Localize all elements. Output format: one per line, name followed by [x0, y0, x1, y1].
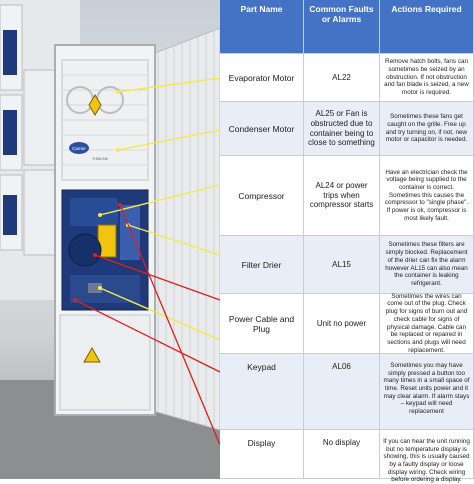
fault: Unit no power [304, 294, 380, 354]
container-photo [0, 0, 220, 479]
fault: AL25 or Fan is obstructed due to container being to close to something [304, 102, 380, 156]
action: Sometimes these filters are simply blocked. Replacement of the drier can fix the alarm however AL15 can also mean the container is leaking refrigerant. [380, 236, 474, 294]
part-name: Condenser Motor [220, 102, 304, 156]
action: If you can hear the unit running but no temperature display is showing, this is usually caused by a faulty display or loose display wiring. Check wiring before ordering a display. [380, 430, 474, 479]
condenser-fan [69, 234, 101, 266]
fault: AL22 [304, 54, 380, 102]
action: Sometimes you may have simply pressed a button too many times in a small space of time. Reset units power and it may clear alarm. If alarm stays – keypad will need replacement [380, 354, 474, 430]
lower-unit-panel [70, 275, 140, 303]
part-name: Compressor [220, 156, 304, 236]
part-name: Evaporator Motor [220, 54, 304, 102]
fault: AL15 [304, 236, 380, 294]
header-part-name: Part Name [220, 0, 304, 54]
action: Have an electrician check the voltage being supplied to the container is correct. Sometimes this causes the compressor to "single phase". If power is ok, compressor is most likely fault. [380, 156, 474, 236]
part-name: Filter Drier [220, 236, 304, 294]
faults-table [220, 0, 474, 484]
fault: No display [304, 430, 380, 479]
action: Remove hatch bolts, fans can sometimes be seized by an obstruction. If not obstruction and fan blade is seized, a new motor is required. [380, 54, 474, 102]
container-side-wall [150, 28, 220, 430]
header-actions-required: Actions Required [380, 0, 474, 54]
part-name: Keypad [220, 354, 304, 430]
lower-frame [60, 315, 150, 410]
fault: AL24 or power trips when compressor starts [304, 156, 380, 236]
brand-logo-text: Carrier [72, 146, 86, 151]
header-common-faults: Common Faults or Alarms [304, 0, 380, 54]
part-name: Power Cable and Plug [220, 294, 304, 354]
action: Sometimes these fans get caught on the grille. Free up and try turning on, if not, new motor or capacitor is needed. [380, 102, 474, 156]
fault: AL06 [304, 354, 380, 430]
model-text: THINLINE [92, 157, 108, 161]
part-name: Display [220, 430, 304, 479]
action: Sometimes the wires can come out of the plug. Check plug for signs of burn out and check cable for signs of physical damage. Cable can be replaced or repaired in sections and plugs will need replacement. [380, 294, 474, 354]
